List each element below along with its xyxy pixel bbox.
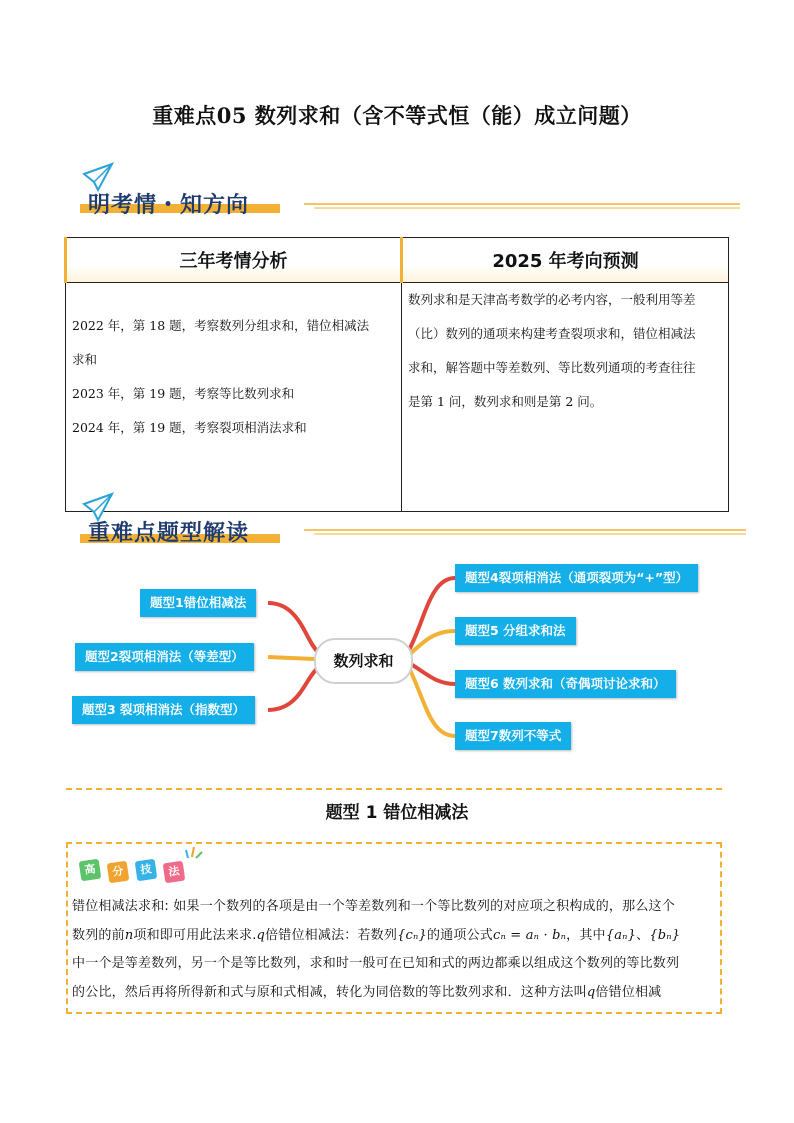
mindmap-node-type4[interactable]: 题型4裂项相消法（通项裂项为“+”型） (455, 564, 698, 592)
tips-line: 的公比，然后再将所得新和式与原和式相减，转化为同倍数的等比数列求和．这种方法叫q倍错位相减 (72, 984, 662, 1000)
table-header-right: 2025 年考向预测 (402, 238, 729, 283)
badge-fen: 分 (107, 861, 130, 884)
prediction-line: （比）数列的通项来构建考查裂项求和，错位相减法 (408, 326, 696, 341)
banner-key-types (66, 490, 746, 550)
tips-line: 中一个是等差数列，另一个是等比数列，求和时一般可在已知和式的两边都乘以组成这个数列的等比数列 (72, 956, 680, 971)
mindmap-node-type7[interactable]: 题型7数列不等式 (455, 722, 571, 750)
prediction-line: 数列求和是天津高考数学的必考内容，一般利用等差 (408, 292, 696, 307)
paper-plane-icon (84, 164, 112, 190)
table-cell-history (66, 283, 402, 512)
table-header-left: 三年考情分析 (66, 238, 402, 283)
history-line: 求和 (72, 352, 98, 367)
tips-line: 数列的前n项和即可用此法来求.q倍错位相减法：若数列{cₙ}的通项公式cₙ = aₙ · bₙ，其中{aₙ}、{bₙ} (72, 927, 681, 943)
banner-title: 明考情・知方向 (88, 193, 250, 218)
tips-text (72, 893, 718, 1007)
table-cell-prediction (402, 283, 729, 512)
badge-gao: 高 (79, 859, 102, 882)
page-title: 重难点05 数列求和（含不等式恒（能）成立问题） (152, 103, 642, 128)
sparkle-icon (184, 844, 204, 860)
badge-ji: 技 (135, 859, 158, 882)
analysis-table (64, 237, 729, 512)
mindmap-node-type2[interactable]: 题型2裂项相消法（等差型） (75, 643, 254, 671)
banner-title: 重难点题型解读 (88, 521, 250, 546)
mindmap-node-type5[interactable]: 题型5 分组求和法 (455, 617, 576, 645)
section-title: 题型 1 错位相减法 (325, 803, 469, 823)
prediction-line: 求和，解答题中等差数列、等比数列通项的考查往往 (408, 360, 696, 375)
tips-line: 错位相减法求和: 如果一个数列的各项是由一个等差数列和一个等比数列的对应项之积构成的，那么这个 (72, 899, 675, 914)
mindmap-node-type1[interactable]: 题型1错位相减法 (140, 589, 256, 617)
section-divider (66, 788, 722, 790)
prediction-line: 是第 1 问，数列求和则是第 2 问。 (408, 394, 603, 409)
history-line: 2024 年，第 19 题，考察裂项相消法求和 (72, 420, 307, 435)
mindmap-node-type3[interactable]: 题型3 裂项相消法（指数型） (72, 696, 255, 724)
mindmap-node-type6[interactable]: 题型6 数列求和（奇偶项讨论求和） (455, 670, 676, 698)
history-line: 2023 年，第 19 题，考察等比数列求和 (72, 386, 295, 401)
history-line: 2022 年，第 18 题，考察数列分组求和，错位相减法 (72, 318, 370, 333)
banner-exam-analysis (66, 160, 746, 220)
mindmap-center: 数列求和 (314, 638, 413, 684)
badge-fa: 法 (163, 861, 186, 884)
